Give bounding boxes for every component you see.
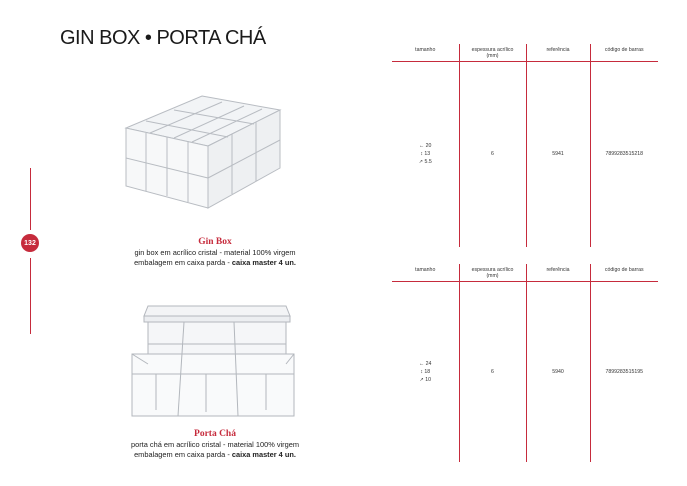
col-header-barcode: código de barras	[590, 44, 658, 62]
col-header-thickness: espessura acrílico (mm)	[459, 264, 526, 282]
table-row	[392, 62, 658, 247]
table-header-row	[392, 264, 658, 282]
product-description: porta chá em acrílico cristal - material 100% virgem	[131, 440, 299, 449]
size-values: ← 24 ↕ 18 ↗ 10	[419, 360, 432, 383]
table-row	[392, 282, 658, 462]
col-header-size: tamanho	[392, 44, 459, 62]
porta-cha-image	[126, 302, 298, 420]
product-packaging: embalagem em caixa parda - caixa master 4 un.	[134, 258, 296, 267]
reference-value: 5940	[526, 282, 590, 462]
side-divider-top	[30, 168, 31, 230]
product-name: Porta Chá	[194, 429, 236, 439]
gin-box-image	[112, 88, 312, 223]
reference-value: 5941	[526, 62, 590, 247]
page-number-badge: 132	[21, 234, 39, 252]
barcode-value: 7899283515218	[590, 62, 658, 247]
col-header-barcode: código de barras	[590, 264, 658, 282]
thickness-value: 6	[459, 62, 526, 247]
spec-table-porta-cha	[392, 264, 658, 462]
product-packaging: embalagem em caixa parda - caixa master 4 un.	[134, 450, 296, 459]
barcode-value: 7899283515195	[590, 282, 658, 462]
col-header-size: tamanho	[392, 264, 459, 282]
col-header-reference: referência	[526, 264, 590, 282]
size-values: ← 20 ↕ 13 ↗ 5.5	[418, 143, 432, 166]
porta-cha-caption	[70, 428, 360, 460]
product-description: gin box em acrílico cristal - material 100% virgem	[134, 248, 296, 257]
page-title: GIN BOX • PORTA CHÁ	[60, 27, 266, 49]
gin-box-caption	[70, 236, 360, 268]
col-header-reference: referência	[526, 44, 590, 62]
thickness-value: 6	[459, 282, 526, 462]
col-header-thickness: espessura acrílico (mm)	[459, 44, 526, 62]
table-header-row	[392, 44, 658, 62]
product-name: Gin Box	[198, 237, 232, 247]
spec-table-gin-box	[392, 44, 658, 247]
side-divider-bottom	[30, 258, 31, 334]
